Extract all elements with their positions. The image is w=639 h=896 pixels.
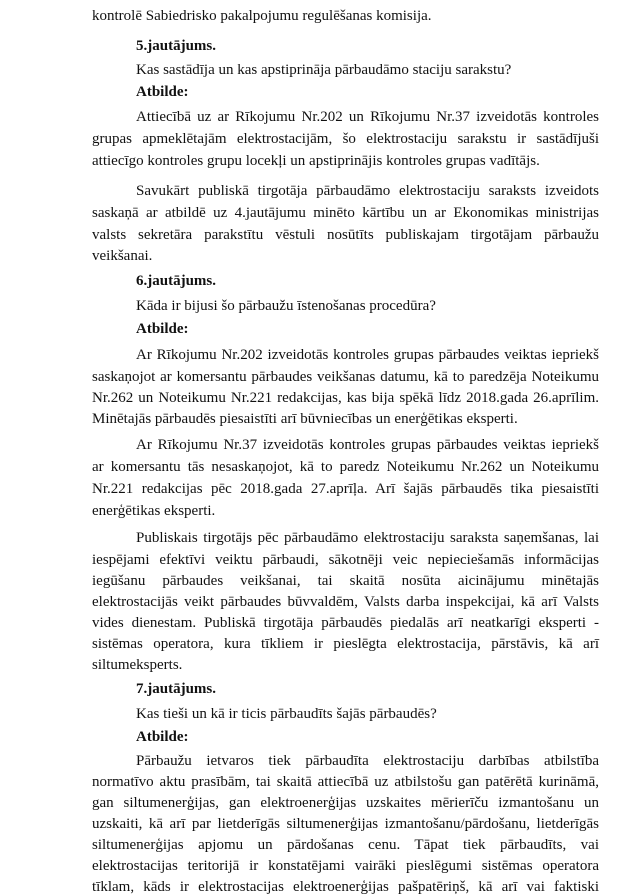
answer-6-para-3-line: Publiskais tirgotājs pēc pārbaudāmo elektrostaciju saraksta saņemšanas, lai <box>136 530 599 546</box>
answer-5-para-2-line: Savukārt publiskā tirgotāja pārbaudāmo elektrostaciju saraksts izveidots <box>136 183 599 199</box>
answer-7-para-1-line: siltumenerģijas apjomu un pārdošanas cenu. Tāpat tiek pārbaudīts, vai <box>92 837 599 853</box>
answer-6-para-1-line: Nr.262 un Noteikumu Nr.221 redakcijas, kas bija spēkā līdz 2018.gada 26.aprīlim. <box>92 390 599 406</box>
answer-6-para-3-line: vides dienestam. Publiskā tirgotāja pārbaudēs piedalās arī neatkarīgi eksperti - <box>92 615 599 631</box>
answer-7-para-1-line: elektrostacijas teritorijā ir konstatējami vairāki pieslēgumi sistēmas operatora <box>92 858 599 874</box>
answer-5-para-1-line: Attiecībā uz ar Rīkojumu Nr.202 un Rīkojumu Nr.37 izveidotās kontroles <box>136 109 599 125</box>
answer-7-para-1-line: Pārbaužu ietvaros tiek pārbaudīta elektrostaciju darbības atbilstība <box>136 753 599 769</box>
answer-7-para-1-line: gan siltumenerģijas, gan elektroenerģijas uzskaites mērierīču izmantošanu un <box>92 795 599 811</box>
question-6-label: 6.jautājums. <box>136 273 217 289</box>
question-7-text: Kas tieši un kā ir ticis pārbaudīts šajās pārbaudēs? <box>136 706 437 722</box>
question-6-text: Kāda ir bijusi šo pārbaužu īstenošanas procedūra? <box>136 298 436 314</box>
answer-6-para-3-line: iegūšanu pārbaudes veikšanai, tai skaitā nosūta aicinājumu minētajās <box>92 573 599 589</box>
answer-6-para-3-line: sistēmas operatora, kura tīkliem ir pieslēgta elektrostacija, pārstāvis, kā arī <box>92 636 599 652</box>
answer-6-para-3-line: iespējami efektīvi veiktu pārbaudi, sākotnēji veic nepieciešamās informācijas <box>92 552 599 568</box>
question-5-label: 5.jautājums. <box>136 38 217 54</box>
answer-6-para-3-line: siltumeksperts. <box>92 657 183 673</box>
question-7-label: 7.jautājums. <box>136 681 217 697</box>
answer-6-label: Atbilde: <box>136 321 189 337</box>
answer-6-para-2-line: Ar Rīkojumu Nr.37 izveidotās kontroles grupas pārbaudes veiktas iepriekš <box>136 437 599 453</box>
answer-5-label: Atbilde: <box>136 84 189 100</box>
answer-5-para-1-line: grupas apmeklētajām elektrostacijām, šo elektrostaciju sarakstu ir sastādījuši <box>92 131 599 147</box>
answer-6-para-2-line: Nr.221 redakcijas pēc 2018.gada 27.aprīļa. Arī šajās pārbaudēs tika piesaistīti <box>92 481 599 497</box>
answer-5-para-2-line: saskaņā ar atbildē uz 4.jautājumu minēto kārtību un ar Ekonomikas ministrijas <box>92 205 599 221</box>
answer-7-para-1-line: uzskaiti, kā arī par lietderīgās siltumenerģijas izmantošanu/pārdošanu, lietderīgās <box>92 816 599 832</box>
answer-6-para-3-line: elektrostacijās veikt pārbaudes būvvaldēm, Valsts darba inspekcijai, kā arī Valsts <box>92 594 599 610</box>
answer-5-para-2-line: veikšanai. <box>92 248 153 264</box>
answer-7-para-1-line: tīklam, kāds ir elektrostacijas elektroenerģijas pašpatēriņš, kā arī vai faktiski <box>92 879 599 895</box>
answer-6-para-1-line: Minētajās pārbaudēs piesaistīti arī būvniecības un enerģētikas eksperti. <box>92 411 518 427</box>
answer-7-label: Atbilde: <box>136 729 189 745</box>
answer-5-para-1-line: attiecīgo kontroles grupu locekļi un apstiprinājis kontroles grupas vadītājs. <box>92 153 540 169</box>
answer-6-para-2-line: ar komersantu tās nesaskaņojot, kā to paredz Noteikumu Nr.262 un Noteikumu <box>92 459 599 475</box>
intro-text-line: kontrolē Sabiedrisko pakalpojumu regulēšanas komisija. <box>92 8 432 24</box>
answer-6-para-2-line: enerģētikas eksperti. <box>92 503 216 519</box>
answer-6-para-1-line: Ar Rīkojumu Nr.202 izveidotās kontroles grupas pārbaudes veiktas iepriekš <box>136 347 599 363</box>
answer-5-para-2-line: valsts sekretāra parakstītu vēstuli nosūtīts publiskajam tirgotājam pārbaužu <box>92 227 599 243</box>
question-5-text: Kas sastādīja un kas apstiprināja pārbaudāmo staciju sarakstu? <box>136 62 512 78</box>
answer-7-para-1-line: normatīvo aktu prasībām, tai skaitā attiecībā uz atbilstošu gan patērētā kurināmā, <box>92 774 599 790</box>
answer-6-para-1-line: saskaņojot ar komersantu pārbaudes veikšanas datumu, kā to paredzēja Noteikumu <box>92 369 599 385</box>
